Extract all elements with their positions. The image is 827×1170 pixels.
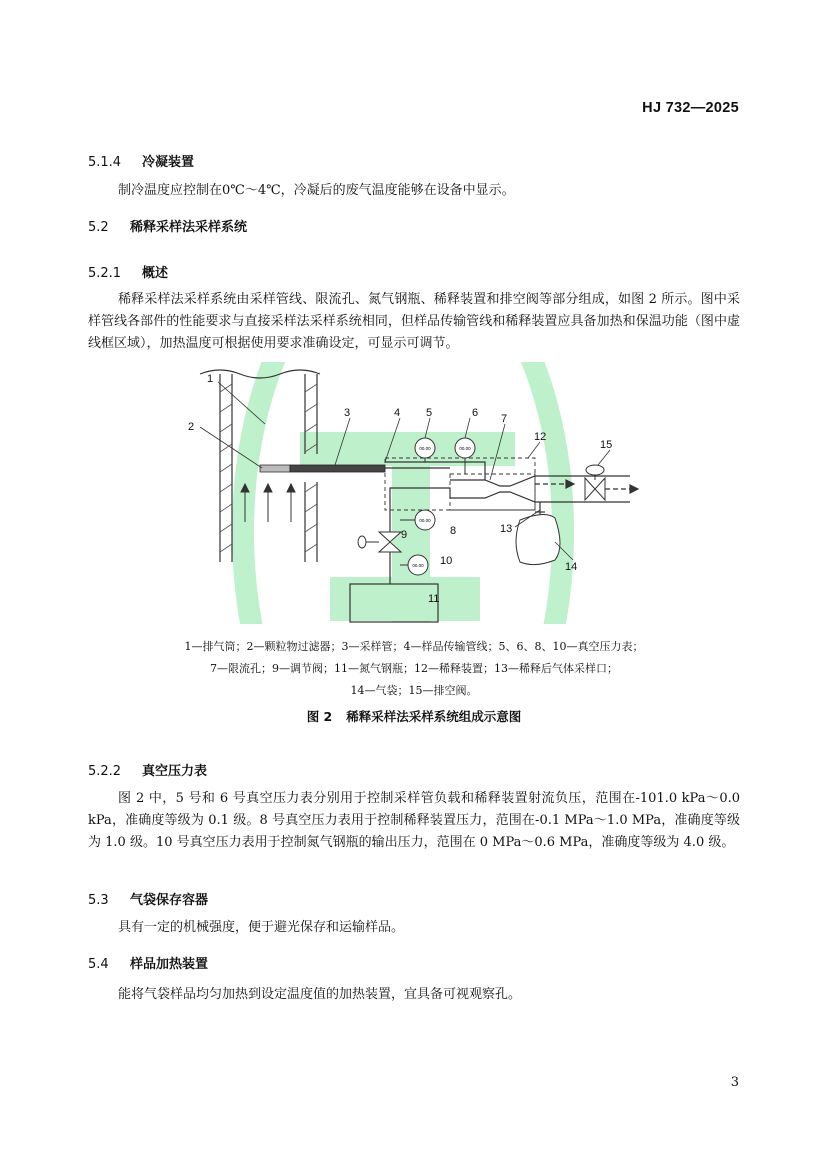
section-title: 稀释采样法采样系统 — [130, 220, 248, 235]
label-8: 8 — [450, 525, 457, 537]
figure-legend-line-3: 14—气袋；15—排空阀。 — [350, 684, 478, 697]
gauge-readout: 00.00 — [419, 446, 431, 451]
label-6: 6 — [472, 407, 479, 419]
section-number: 5.3 — [88, 893, 109, 908]
exhaust-valve — [585, 465, 605, 500]
particulate-filter — [260, 465, 290, 472]
section-number: 5.4 — [88, 957, 109, 972]
paragraph-5-2-1: 稀释采样法采样系统由采样管线、限流孔、氮气钢瓶、稀释装置和排空阀等部分组成，如图 2 所示。图中采样管线各部件的性能要求与直接采样法采样系统相同，但样品传输管线和稀释装置应具备加热和保温功能（图中虚线框区域），加热温度可根据使用要求准确设定，可显示可调节。 — [88, 292, 740, 351]
heading-5-2 — [88, 216, 247, 235]
heading-5-3 — [88, 889, 208, 908]
label-9: 9 — [401, 529, 408, 541]
paragraph-5-2-2: 图 2 中，5 号和 6 号真空压力表分别用于控制采样管负载和稀释装置射流负压，范围在-101.0 kPa～0.0 kPa，准确度等级为 0.1 级。8 号真空压力表用于控制稀释装置压力，范围在-0.1 MPa～1.0 MPa，准确度等级为 1.0 级。10 号真空压力表用于控制氮气钢瓶的输出压力，范围在 0 MPa～0.6 MPa，准确度等级为 4.0 级。 — [88, 791, 740, 850]
label-3: 3 — [344, 407, 351, 419]
label-10: 10 — [440, 555, 453, 567]
section-number: 5.1.4 — [88, 155, 122, 170]
figure-legend-line-2: 7—限流孔；9—调节阀；11—氮气钢瓶；12—稀释装置；13—稀释后气体采样口； — [210, 662, 618, 675]
section-number: 5.2.1 — [88, 266, 122, 281]
heading-5-1-4 — [88, 151, 194, 170]
page-number: 3 — [730, 1075, 739, 1090]
paragraph-5-4: 能将气袋样品均匀加热到设定温度值的加热装置，宜具备可视观察孔。 — [118, 987, 522, 1002]
standard-code: HJ 732—2025 — [642, 100, 739, 116]
label-4: 4 — [394, 407, 401, 419]
section-title: 冷凝装置 — [142, 155, 195, 170]
section-title: 真空压力表 — [142, 764, 208, 779]
label-15: 15 — [600, 439, 613, 451]
paragraph-5-3: 具有一定的机械强度，便于避光保存和运输样品。 — [118, 920, 405, 935]
section-number: 5.2.2 — [88, 764, 122, 779]
label-13: 13 — [500, 523, 513, 535]
label-12: 12 — [534, 431, 547, 443]
figure-title-text: 稀释采样法采样系统组成示意图 — [346, 709, 522, 724]
label-11: 11 — [428, 593, 440, 605]
gauge-readout: 00.00 — [459, 446, 471, 451]
label-1: 1 — [207, 373, 214, 385]
figure-number: 图 2 — [306, 709, 333, 724]
section-title: 气袋保存容器 — [130, 893, 209, 908]
figure-title — [88, 707, 740, 725]
section-number: 5.2 — [88, 220, 109, 235]
heading-5-2-1 — [88, 262, 168, 281]
figure-legend-line-1: 1—排气筒；2—颗粒物过滤器；3—采样管；4—样品传输管线；5、6、8、10—真空压力表； — [184, 640, 644, 653]
section-title: 概述 — [142, 266, 169, 281]
section-title: 样品加热装置 — [130, 957, 209, 972]
sampling-tube — [290, 465, 385, 472]
figure-2-diagram — [160, 362, 660, 624]
paragraph-5-1-4: 制冷温度应控制在0℃～4℃，冷凝后的废气温度能够在设备中显示。 — [118, 183, 515, 198]
gauge-readout: 00.00 — [412, 563, 424, 568]
label-14: 14 — [565, 561, 578, 573]
label-5: 5 — [426, 407, 433, 419]
gauge-readout: 00.00 — [419, 518, 431, 523]
heading-5-4 — [88, 953, 208, 972]
label-7: 7 — [501, 413, 508, 425]
heading-5-2-2 — [88, 760, 207, 779]
label-2: 2 — [188, 421, 195, 433]
